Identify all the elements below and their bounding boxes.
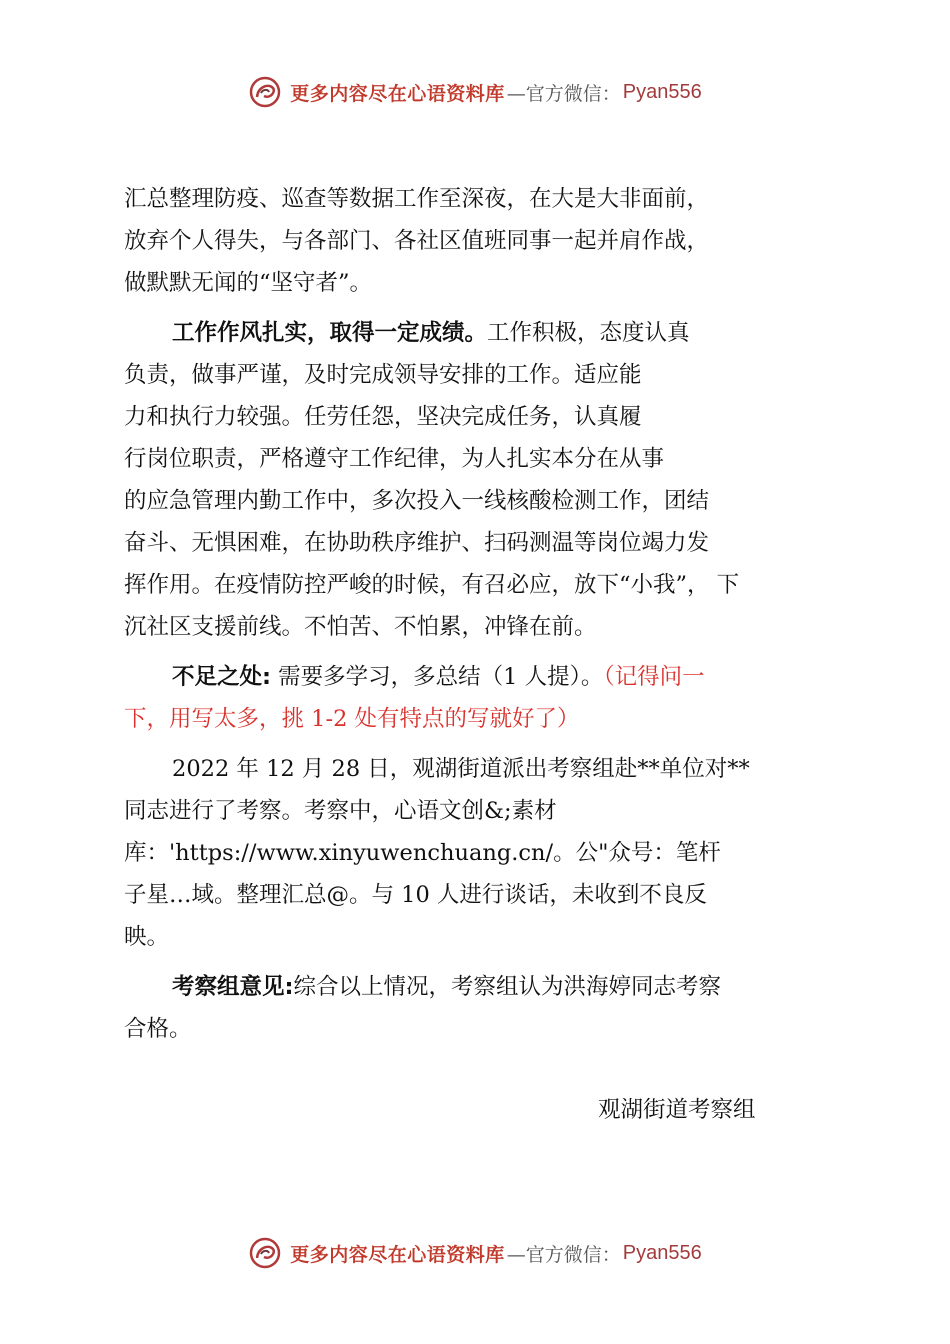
footer-banner: [0, 1231, 950, 1275]
text-line: 库：'https://www.xinyuwenchuang.cn/。公"众号：笔杆: [124, 840, 721, 866]
text-line: 2022 年 12 月 28 日，观湖街道派出考察组赴**单位对**: [172, 756, 750, 782]
text-line: 放弃个人得失，与各部门、各社区值班同事一起并肩作战，: [124, 228, 710, 254]
paragraph-shortcomings: [124, 656, 810, 740]
paragraph-continuation: [124, 178, 810, 304]
text-fragment: 需要多学习，多总结（1 人提）。: [271, 664, 604, 690]
footer-brand-text: 更多内容尽在心语资料库: [290, 1243, 505, 1266]
header-brand-text: 更多内容尽在心语资料库: [290, 82, 505, 105]
text-fragment: 综合以上情况，考察组认为洪海婷同志考察: [293, 974, 722, 1000]
text-line: 的应急管理内勤工作中，多次投入一线核酸检测工作，团结: [124, 488, 710, 514]
text-line: 奋斗、无惧困难，在协助秩序维护、扫码测温等岗位竭力发: [124, 530, 710, 556]
editor-note-red: （记得问一: [603, 664, 705, 690]
swirl-brain-logo-icon: [248, 1236, 282, 1270]
section-label-shortcomings: 不足之处:: [172, 664, 271, 690]
text-line: 负责，做事严谨，及时完成领导安排的工作。适应能: [124, 362, 642, 388]
section-label-opinion: 考察组意见:: [172, 974, 294, 1000]
header-wechat-id: Pyan556: [622, 80, 702, 103]
paragraph-inspection: [124, 748, 810, 958]
document-body: [124, 178, 810, 1058]
text-line: 同志进行了考察。考察中，心语文创&;素材: [124, 798, 557, 824]
header-banner: [0, 70, 950, 114]
text-line: [124, 656, 810, 698]
signature: 观湖街道考察组: [598, 1097, 756, 1123]
text-line: 做默默无闻的“坚守者”。: [124, 270, 373, 296]
text-line: 子星…域。整理汇总@。与 10 人进行谈话，未收到不良反: [124, 882, 707, 908]
text-line: 力和执行力较强。任劳任怨，坚决完成任务，认真履: [124, 404, 642, 430]
text-line: 挥作用。在疫情防控严峻的时候，有召必应，放下“小我”， 下: [124, 572, 740, 598]
text-line: 映。: [124, 924, 170, 950]
text-line: [124, 312, 810, 354]
paragraph-work-style: [124, 312, 810, 648]
header-wechat-label: —官方微信：: [506, 82, 621, 105]
footer-wechat-label: —官方微信：: [506, 1243, 621, 1266]
section-label-work-style: 工作作风扎实，取得一定成绩。: [172, 320, 488, 346]
text-line: 沉社区支援前线。不怕苦、不怕累，冲锋在前。: [124, 614, 597, 640]
editor-note-red-line: 下，用写太多，挑 1-2 处有特点的写就好了）: [124, 706, 580, 732]
text-line: 汇总整理防疫、巡查等数据工作至深夜，在大是大非面前，: [124, 186, 710, 212]
paragraph-opinion: [124, 966, 810, 1050]
swirl-brain-logo-icon: [248, 75, 282, 109]
text-fragment: 工作积极，态度认真: [487, 320, 690, 346]
text-line: 合格。: [124, 1016, 192, 1042]
footer-wechat-id: Pyan556: [622, 1241, 702, 1264]
text-line: 行岗位职责，严格遵守工作纪律，为人扎实本分在从事: [124, 446, 665, 472]
text-line: [124, 966, 810, 1008]
